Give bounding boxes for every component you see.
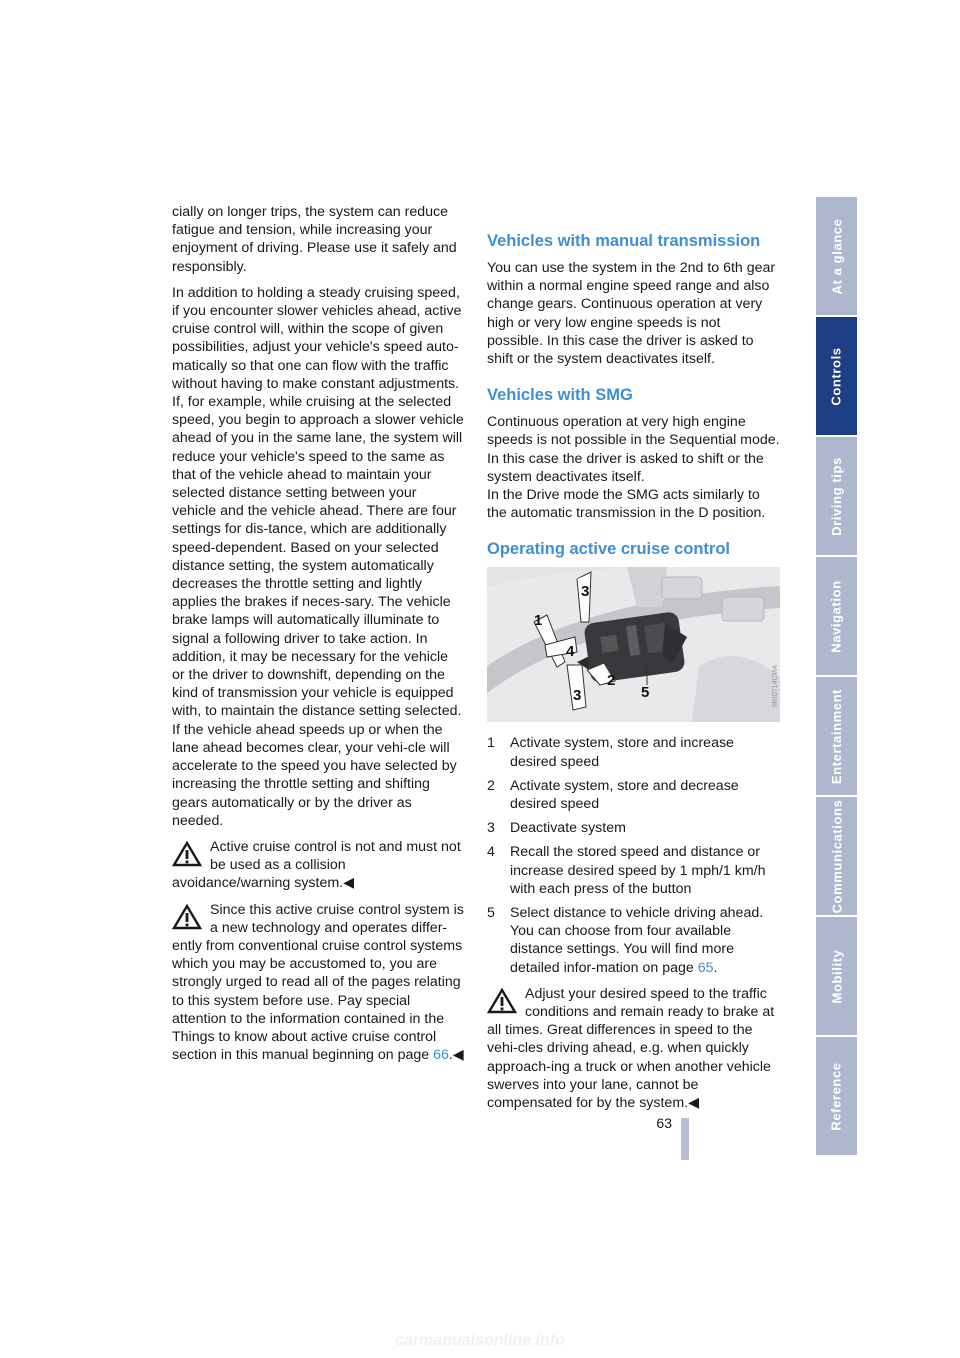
tab-entertainment[interactable]: Entertainment bbox=[816, 677, 857, 795]
figure-label-2: 2 bbox=[607, 672, 616, 690]
tab-controls[interactable]: Controls bbox=[816, 317, 857, 435]
warning-adjust-speed-text: Adjust your desired speed to the traffic conditions and remain ready to brake at all times. Great differences in speed to the vehi-cles driving ahead, e.g. when quickly approach-ing a truck or when another vehicle swerves into your lane, cannot be compensated for by the system.◀ bbox=[487, 985, 775, 1112]
left-column bbox=[172, 203, 464, 1072]
tab-communications[interactable]: Communications bbox=[816, 797, 857, 915]
page-number-bar bbox=[681, 1118, 689, 1160]
section-tabs bbox=[816, 197, 857, 1159]
paragraph-smg-2: In the Drive mode the SMG acts similarly to the automatic transmission in the D position. bbox=[487, 487, 766, 522]
tab-at-a-glance[interactable]: At a glance bbox=[816, 197, 857, 315]
figure-code-text: MR0714CMA bbox=[772, 665, 779, 708]
warning-adjust-speed bbox=[487, 985, 780, 1112]
page-number: 63 bbox=[656, 1115, 672, 1131]
figure-label-5: 5 bbox=[641, 684, 650, 702]
warning-icon bbox=[487, 988, 517, 1014]
tab-driving-tips[interactable]: Driving tips bbox=[816, 437, 857, 555]
paragraph-manual-transmission: You can use the system in the 2nd to 6th gear within a normal engine speed range and also change gears. Continuous operation at very high or very low engine speeds is not possible. In this case the driver is asked to shift or the system deactivates itself. bbox=[487, 260, 776, 368]
warning-icon bbox=[172, 841, 202, 867]
paragraph-smg-1: Continuous operation at very high engine speeds is not possible in the Sequential mode. In this case the driver is asked to shift or the system deactivates itself. bbox=[487, 414, 780, 485]
page-link-66[interactable]: 66 bbox=[433, 1047, 449, 1064]
heading-operating: Operating active cruise control bbox=[487, 540, 730, 559]
figure-label-4: 4 bbox=[566, 643, 575, 661]
list-item: 2 Activate system, store and decrease desired speed bbox=[487, 777, 739, 813]
list-item: 4 Recall the stored speed and distance or increase desired speed by 1 mph/1 km/h with each press of the button bbox=[487, 844, 766, 897]
warning-new-technology bbox=[172, 901, 464, 1065]
right-column bbox=[487, 231, 780, 1120]
figure-label-1: 1 bbox=[534, 612, 543, 630]
footer-edition: Online Edition for Part-No. 01 41 0 158 445 - © 09/04 BMW AG bbox=[306, 1167, 654, 1181]
paragraph-intro: cially on longer trips, the system can reduce fatigue and tension, while increasing your enjoyment of driving. Please use it safely and responsibly. bbox=[172, 204, 457, 275]
warning-new-technology-text: Since this active cruise control system is a new technology and operates differ-ently from conventional cruise control systems which you may be accustomed to, you are strongly urged to read all of the pages relating to this system before use. Pay special attention to the information contained in the Things to know about active cruise control section in this manual beginning on page bbox=[172, 901, 464, 1064]
cruise-control-lever-illustration bbox=[487, 567, 780, 722]
list-item: 1 Activate system, store and increase desired speed bbox=[487, 735, 734, 770]
tab-reference[interactable]: Reference bbox=[816, 1037, 857, 1155]
heading-manual-transmission: Vehicles with manual transmission bbox=[487, 232, 761, 250]
figure-code bbox=[487, 567, 780, 722]
warning-collision bbox=[172, 838, 464, 893]
figure-label-3-top: 3 bbox=[581, 583, 590, 601]
heading-smg: Vehicles with SMG bbox=[487, 386, 633, 405]
list-item: 3 Deactivate system bbox=[487, 820, 626, 837]
figure-label-3-bottom: 3 bbox=[573, 687, 582, 705]
control-items-list bbox=[487, 734, 780, 976]
warning-new-technology-end: .◀ bbox=[448, 1047, 464, 1064]
tab-navigation[interactable]: Navigation bbox=[816, 557, 857, 675]
warning-icon bbox=[172, 904, 202, 930]
paragraph-description: In addition to holding a steady cruising speed, if you encounter slower vehicles ahead, active cruise control will, within the scope of given possibilities, adjust your vehicle's speed auto-matically so that one can flow with the traffic without having to make constant adjustments. If, for example, while cruising at the selected speed, you begin to approach a slower vehicle ahead of you in the same lane, the system will reduce your vehicle's speed to the same as that of the vehicle ahead to maintain your selected distance setting between your vehicle and the vehicle ahead. There are four settings for dis-tance, which are additionally speed-dependent. Based on your selected distance setting, the system automatically decreases the throttle setting and lightly applies the brakes if neces-sary. The vehicle brake lamps will automatically illuminate to signal a following driver to take action. In addition, it may be necessary for the vehicle or the driver to downshift, depending on the kind of transmission your vehicle is equipped with, to maintain the distance setting selected. If the vehicle ahead speeds up or when the lane ahead becomes clear, your vehi-cle will accelerate to the speed you have selected by increasing the throttle setting and shifting gears automatically or by the driver as needed. bbox=[172, 284, 464, 829]
tab-mobility[interactable]: Mobility bbox=[816, 917, 857, 1035]
list-item: 5 Select distance to vehicle driving ahead. You can choose from four available distance settings. You will find more detailed infor-mation on page 65. bbox=[487, 905, 764, 976]
page-link-65[interactable]: 65 bbox=[697, 959, 714, 976]
warning-collision-text: Active cruise control is not and must not be used as a collision avoidance/warning system.◀ bbox=[172, 838, 461, 892]
watermark: carmanualsonline.info bbox=[395, 1332, 565, 1349]
